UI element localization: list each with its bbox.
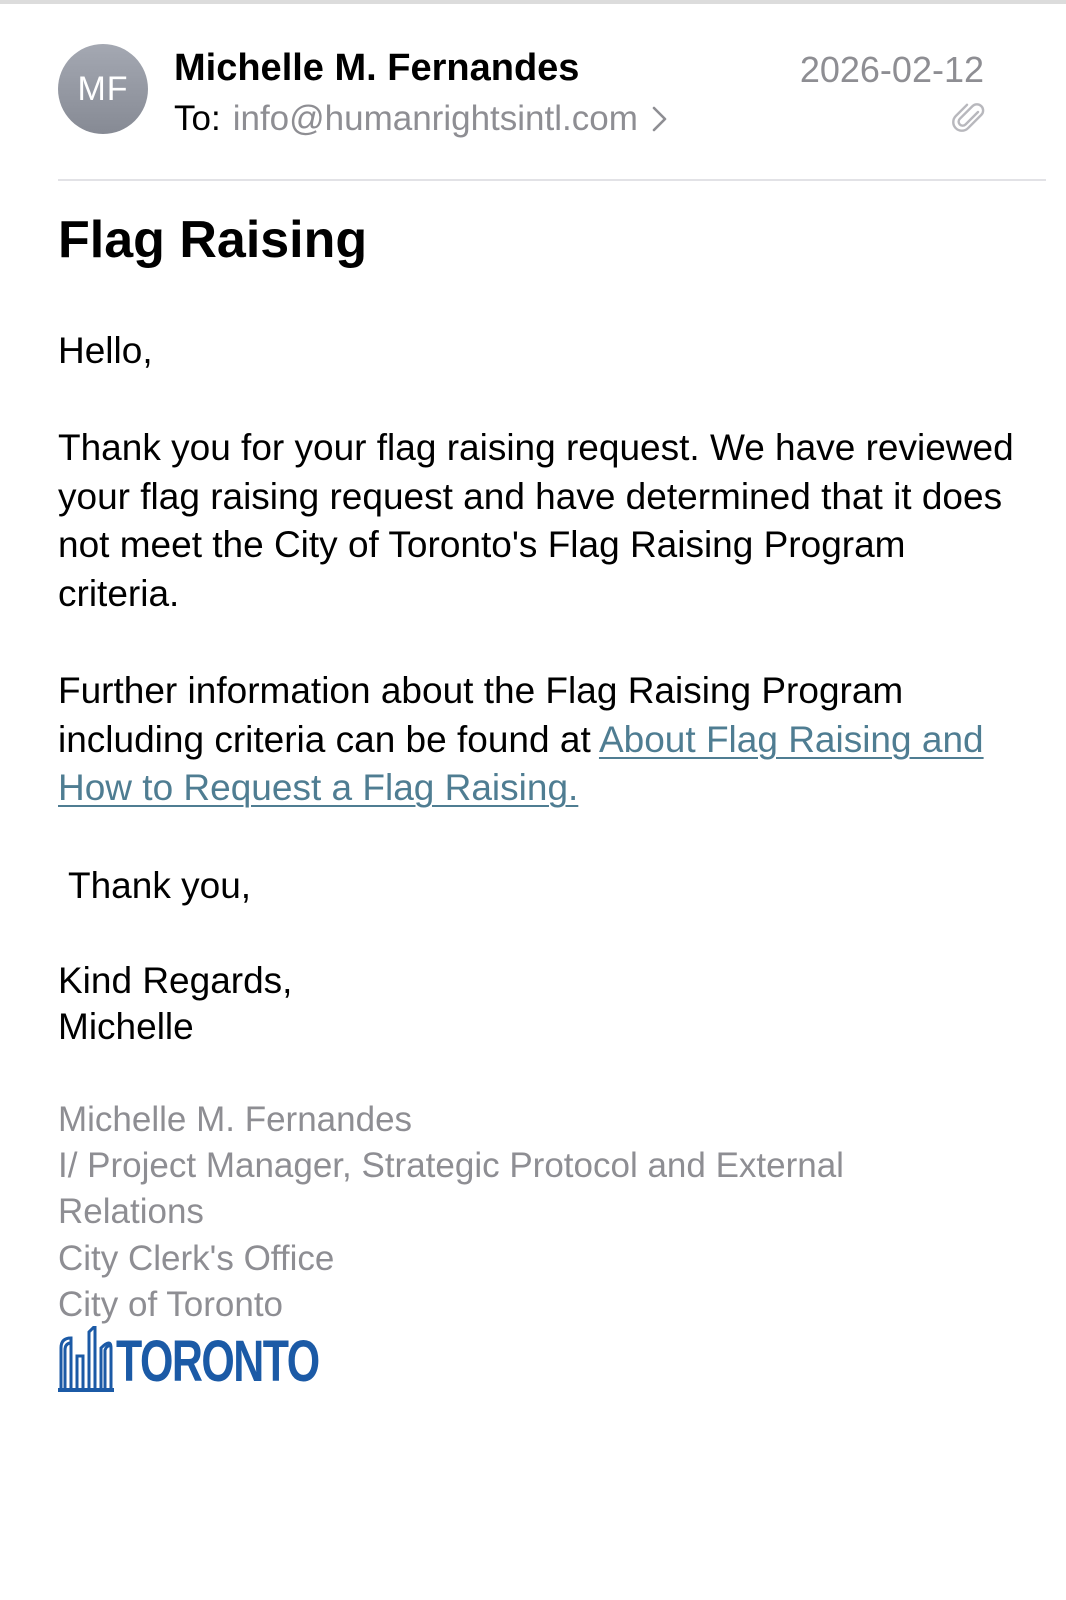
top-edge-divider [0,0,1066,4]
body-paragraph-1: Thank you for your flag raising request. We have reviewed your flag raising request and have determined that it does not meet the City of Toronto's Flag Raising Program criteria. [58,427,1014,614]
toronto-wordmark: TORONTO [116,1329,319,1394]
to-label: To: [174,99,221,138]
email-subject: Flag Raising [58,211,368,269]
thanks-text: Thank you, [68,865,252,906]
recipient-row[interactable] [174,96,668,142]
email-signature [58,1097,1018,1328]
avatar[interactable]: MF [58,44,148,134]
body-paragraph-2 [58,667,1018,813]
sender-name[interactable]: Michelle M. Fernandes [174,47,580,89]
toronto-skyline-icon [58,1326,114,1392]
email-date: 2026-02-12 [799,49,984,90]
recipient-address[interactable]: info@humanrightsintl.com [232,99,638,138]
signature-title-line-1: I/ Project Manager, Strategic Protocol and External [58,1146,844,1186]
closing-name: Michelle [58,1006,194,1047]
flag-raising-info-link[interactable]: About Flag Raising and How to Request a Flag Raising. [58,718,984,808]
greeting-text: Hello, [58,330,153,371]
header-divider [58,179,1046,181]
signature-organization: City of Toronto [58,1284,284,1324]
paperclip-icon[interactable] [951,100,987,136]
signature-office: City Clerk's Office [58,1238,335,1278]
chevron-right-icon[interactable] [652,106,668,132]
closing-text: Kind Regards, [58,960,293,1001]
closing-block [58,958,1018,1050]
signature-name: Michelle M. Fernandes [58,1100,413,1139]
signature-title-line-2: Relations [58,1192,204,1232]
paragraph-2-text: Further information about the Flag Raising Program including criteria can be found at [58,670,904,760]
city-of-toronto-logo [58,1326,319,1396]
